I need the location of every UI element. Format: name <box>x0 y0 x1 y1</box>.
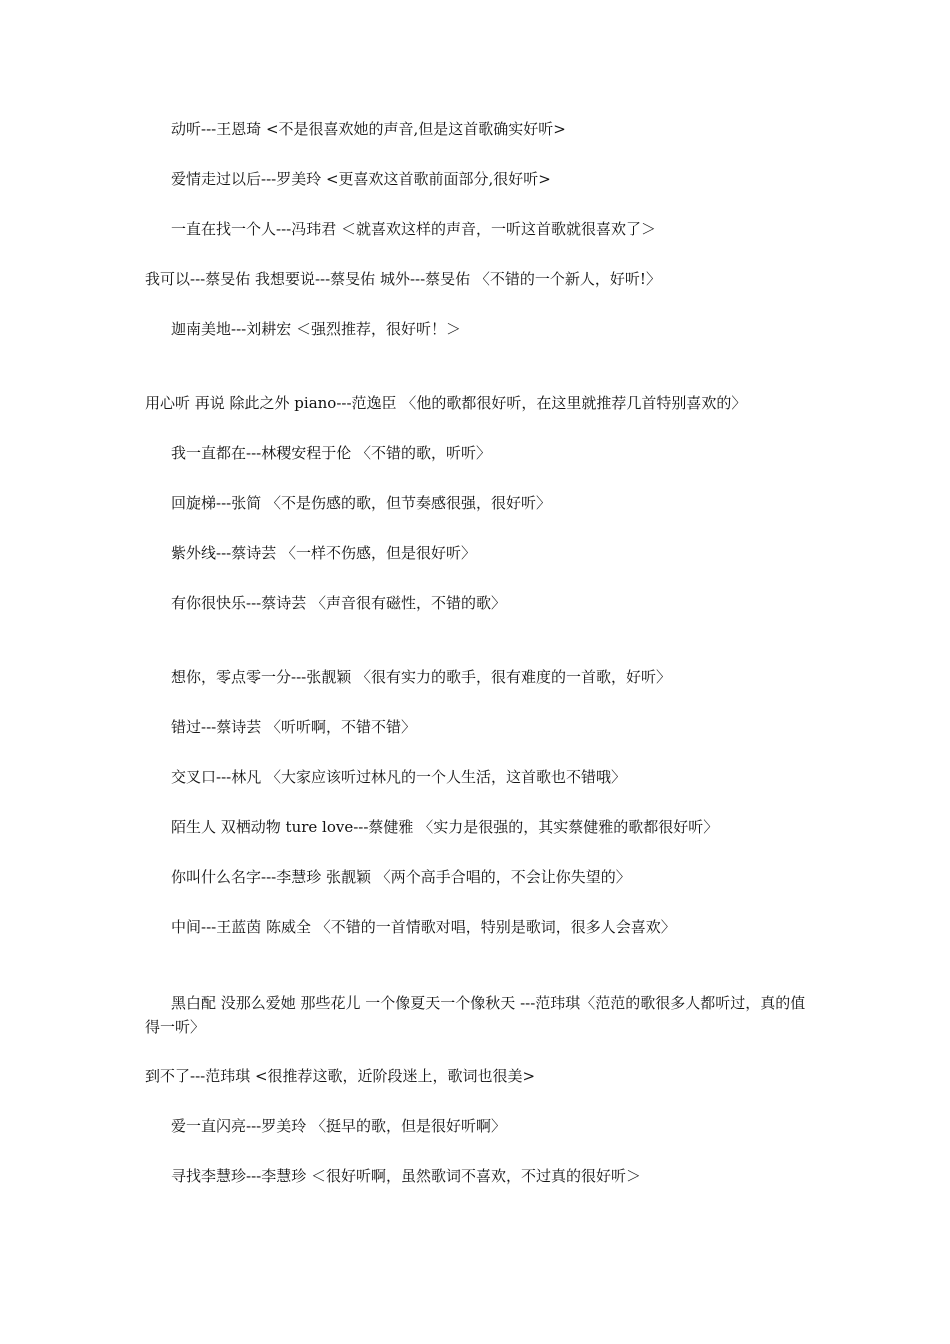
text-line-6: 用心听 再说 除此之外 piano---范逸臣 〈他的歌都很好听，在这里就推荐几首特别喜欢的〉 <box>145 394 747 412</box>
text-line-15: 你叫什么名字---李慧珍 张靓颖 〈两个高手合唱的，不会让你失望的〉 <box>171 868 631 886</box>
text-line-12: 错过---蔡诗芸 〈听听啊，不错不错〉 <box>171 718 416 736</box>
text-line-5: 迦南美地---刘耕宏 ＜强烈推荐，很好听！＞ <box>171 320 461 338</box>
text-line-3: 一直在找一个人---冯玮君 ＜就喜欢这样的声音，一听这首歌就很喜欢了＞ <box>171 220 656 238</box>
text-line-7: 我一直都在---林稷安程于伦 〈不错的歌，听听〉 <box>171 444 491 462</box>
text-line-1: 动听---王恩琦 <不是很喜欢她的声音,但是这首歌确实好听> <box>171 120 566 138</box>
text-line-13: 交叉口---林凡 〈大家应该听过林凡的一个人生活，这首歌也不错哦〉 <box>171 768 626 786</box>
text-line-11: 想你，零点零一分---张靓颖 〈很有实力的歌手，很有难度的一首歌，好听〉 <box>171 668 671 686</box>
text-line-8: 回旋梯---张简 〈不是伤感的歌，但节奏感很强，很好听〉 <box>171 494 551 512</box>
text-line-17: 黑白配 没那么爱她 那些花儿 一个像夏天一个像秋天 ---范玮琪〈范范的歌很多人都听过，真的值得一听〉 <box>145 994 806 1036</box>
text-line-16: 中间---王蓝茵 陈威全 〈不错的一首情歌对唱，特别是歌词，很多人会喜欢〉 <box>171 918 676 936</box>
text-line-14: 陌生人 双栖动物 ture love---蔡健雅 〈实力是很强的，其实蔡健雅的歌都很好听〉 <box>171 818 719 836</box>
text-line-4: 我可以---蔡旻佑 我想要说---蔡旻佑 城外---蔡旻佑 〈不错的一个新人，好听!〉 <box>145 270 661 288</box>
text-line-20: 寻找李慧珍---李慧珍 ＜很好听啊，虽然歌词不喜欢，不过真的很好听＞ <box>171 1167 641 1185</box>
text-line-10: 有你很快乐---蔡诗芸 〈声音很有磁性，不错的歌〉 <box>171 594 506 612</box>
text-line-18: 到不了---范玮琪 <很推荐这歌，近阶段迷上，歌词也很美> <box>145 1067 536 1085</box>
text-line-2: 爱情走过以后---罗美玲 <更喜欢这首歌前面部分,很好听> <box>171 170 551 188</box>
text-line-9: 紫外线---蔡诗芸 〈一样不伤感，但是很好听〉 <box>171 544 476 562</box>
text-line-19: 爱一直闪亮---罗美玲 〈挺早的歌，但是很好听啊〉 <box>171 1117 506 1135</box>
